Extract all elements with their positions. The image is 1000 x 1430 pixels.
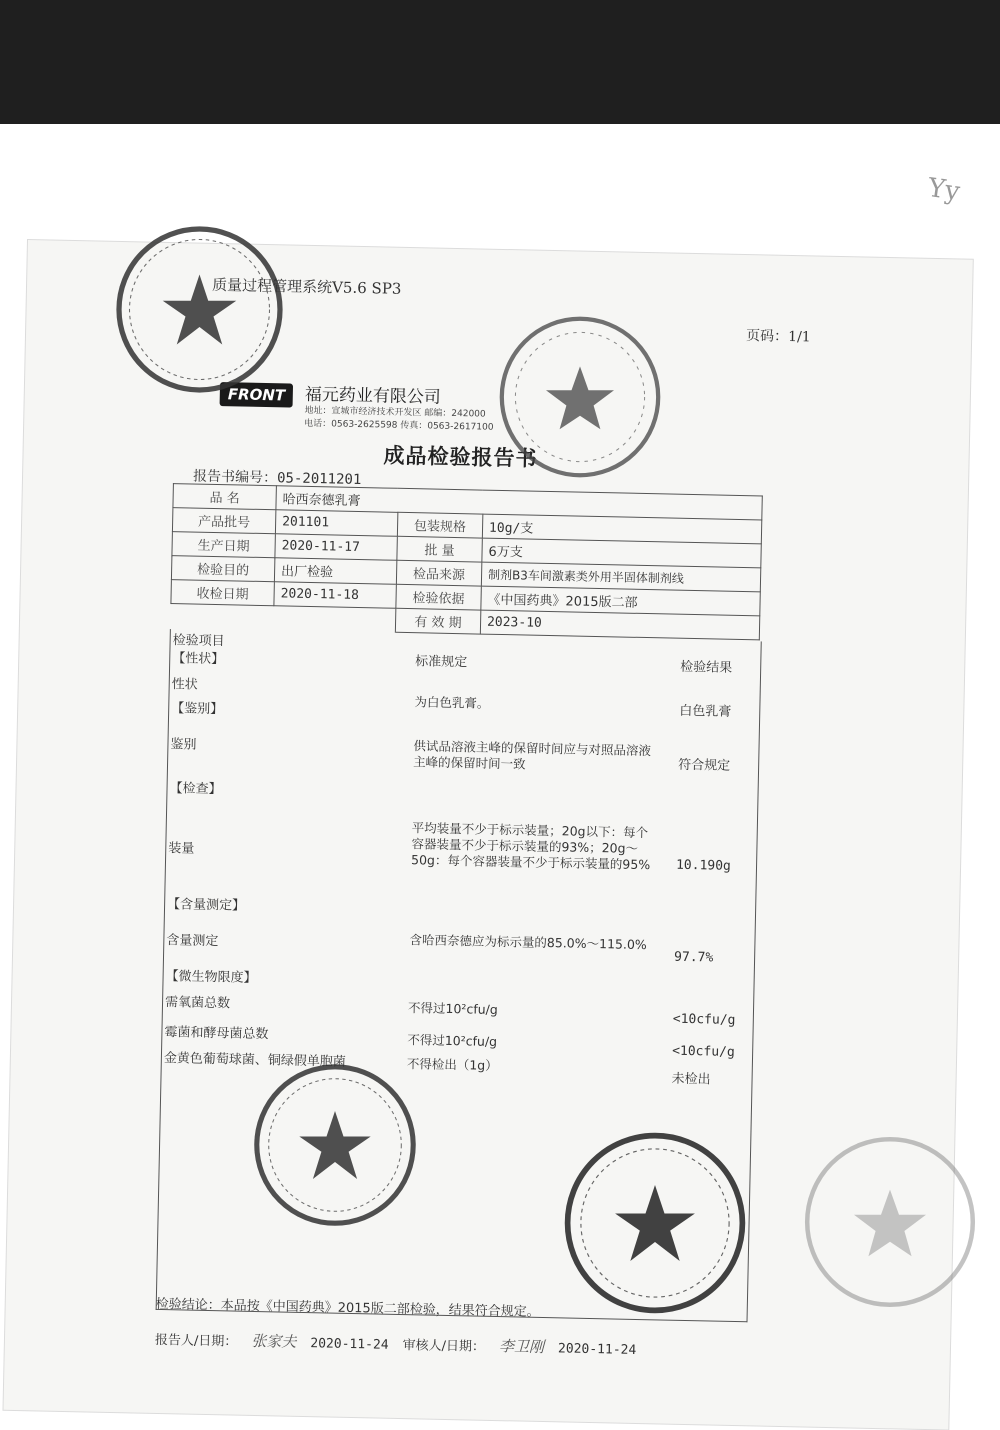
system-name: 质量过程管理系统V5.6 SP3 bbox=[211, 275, 402, 298]
batch-no: 201101 bbox=[275, 510, 397, 537]
items-header-item: 检验项目 bbox=[172, 633, 225, 650]
page-number: 页码：1/1 bbox=[745, 328, 811, 346]
test-result: 97.7% bbox=[673, 949, 714, 966]
seal-graphic bbox=[560, 1128, 750, 1318]
quality-seal-stamp bbox=[495, 312, 665, 482]
batch-qty: 6万支 bbox=[482, 538, 762, 568]
section-assay: 【含量测定】 bbox=[166, 897, 246, 914]
expiry: 2023-10 bbox=[480, 610, 760, 640]
inspection-conclusion: 检验结论：本品按《中国药典》2015版二部检验，结果符合规定。 bbox=[155, 1296, 540, 1320]
basis-label: 检验依据 bbox=[396, 584, 481, 610]
company-phone: 电话：0563-2625598 传真：0563-2617100 bbox=[304, 418, 494, 433]
source-label: 检品来源 bbox=[396, 560, 481, 586]
section-character: 【性状】 bbox=[172, 651, 225, 668]
spec: 10g/支 bbox=[482, 514, 762, 544]
reviewer-label: 审核人/日期： bbox=[402, 1338, 486, 1355]
batch-qty-label: 批 量 bbox=[397, 536, 482, 562]
test-name: 装量 bbox=[168, 841, 195, 857]
corner-handwritten-mark: Yy bbox=[926, 172, 962, 208]
test-result: <10cfu/g bbox=[672, 1011, 736, 1028]
batch-no-label: 产品批号 bbox=[172, 508, 275, 534]
items-header-standard: 标准规定 bbox=[415, 654, 468, 671]
test-standard: 不得过10²cfu/g bbox=[407, 1032, 498, 1049]
info-spacer bbox=[170, 604, 395, 633]
purpose: 出厂检验 bbox=[274, 558, 396, 585]
company-logo: FRONT bbox=[220, 382, 294, 408]
test-result: 10.190g bbox=[675, 857, 731, 874]
reporter-signature: 张家夫 bbox=[251, 1331, 297, 1351]
mfg-date-label: 生产日期 bbox=[172, 532, 275, 558]
company-name: 福元药业有限公司 bbox=[304, 384, 441, 408]
report-date: 2020-11-24 bbox=[310, 1336, 389, 1353]
test-standard: 平均装量不少于标示装量；20g以下：每个容器装量不少于标示装量的93%；20g～50g：每个容器装量不少于标示装量的95% bbox=[410, 820, 651, 873]
source: 制剂B3车间激素类外用半固体制剂线 bbox=[481, 562, 761, 592]
test-name: 鉴别 bbox=[170, 737, 197, 753]
quality-seal-stamp bbox=[250, 1060, 420, 1230]
spec-label: 包装规格 bbox=[397, 512, 482, 538]
company-address: 地址：宣城市经济技术开发区 邮编：242000 bbox=[304, 405, 486, 420]
purpose-label: 检验目的 bbox=[171, 556, 274, 582]
signature-footer bbox=[155, 1328, 651, 1359]
product-name: 哈西奈德乳膏 bbox=[276, 486, 762, 520]
reporter-label: 报告人/日期： bbox=[154, 1332, 238, 1350]
test-result: 白色乳膏 bbox=[679, 703, 732, 720]
test-name: 含量测定 bbox=[166, 933, 219, 950]
scan-top-bar bbox=[0, 0, 1000, 124]
test-standard: 为白色乳膏。 bbox=[414, 694, 490, 711]
report-number-label: 报告书编号： bbox=[192, 468, 278, 487]
items-header-result: 检验结果 bbox=[680, 659, 733, 676]
test-result: 符合规定 bbox=[677, 757, 731, 774]
section-identification: 【鉴别】 bbox=[171, 701, 224, 718]
receive-date: 2020-11-18 bbox=[274, 582, 396, 609]
reviewer-signature: 李卫刚 bbox=[498, 1337, 545, 1357]
product-name-label: 品 名 bbox=[173, 484, 276, 510]
test-result: <10cfu/g bbox=[671, 1043, 735, 1060]
test-standard: 不得过10²cfu/g bbox=[407, 1000, 498, 1018]
distributor-seal-stamp bbox=[800, 1132, 980, 1312]
review-date: 2020-11-24 bbox=[557, 1341, 637, 1358]
test-result: 未检出 bbox=[671, 1071, 711, 1088]
mfg-date: 2020-11-17 bbox=[275, 534, 397, 561]
test-standard: 含哈西奈德应为标示量的85.0%～115.0% bbox=[409, 932, 647, 953]
report-title: 成品检验报告书 bbox=[383, 443, 538, 471]
section-inspection: 【检查】 bbox=[169, 781, 222, 798]
test-name: 金黄色葡萄球菌、铜绿假单胞菌 bbox=[163, 1051, 347, 1070]
test-name: 需氧菌总数 bbox=[164, 995, 231, 1012]
seal-graphic bbox=[495, 312, 665, 482]
seal-graphic bbox=[250, 1060, 420, 1230]
seal-graphic bbox=[800, 1132, 980, 1312]
report-number-value: 05-2011201 bbox=[276, 470, 362, 489]
quality-seal-stamp bbox=[560, 1128, 750, 1318]
expiry-label: 有 效 期 bbox=[395, 608, 480, 634]
section-microbial: 【微生物限度】 bbox=[165, 969, 257, 986]
product-info-table bbox=[170, 483, 763, 640]
test-name: 性状 bbox=[171, 677, 198, 693]
seal-graphic bbox=[112, 222, 287, 397]
quality-seal-stamp bbox=[112, 222, 287, 397]
basis: 《中国药典》2015版二部 bbox=[481, 586, 761, 616]
receive-date-label: 收检日期 bbox=[171, 580, 274, 606]
test-standard: 供试品溶液主峰的保留时间应与对照品溶液主峰的保留时间一致 bbox=[413, 738, 652, 772]
test-name: 霉菌和酵母菌总数 bbox=[164, 1025, 269, 1043]
test-standard: 不得检出（1g） bbox=[406, 1056, 498, 1074]
